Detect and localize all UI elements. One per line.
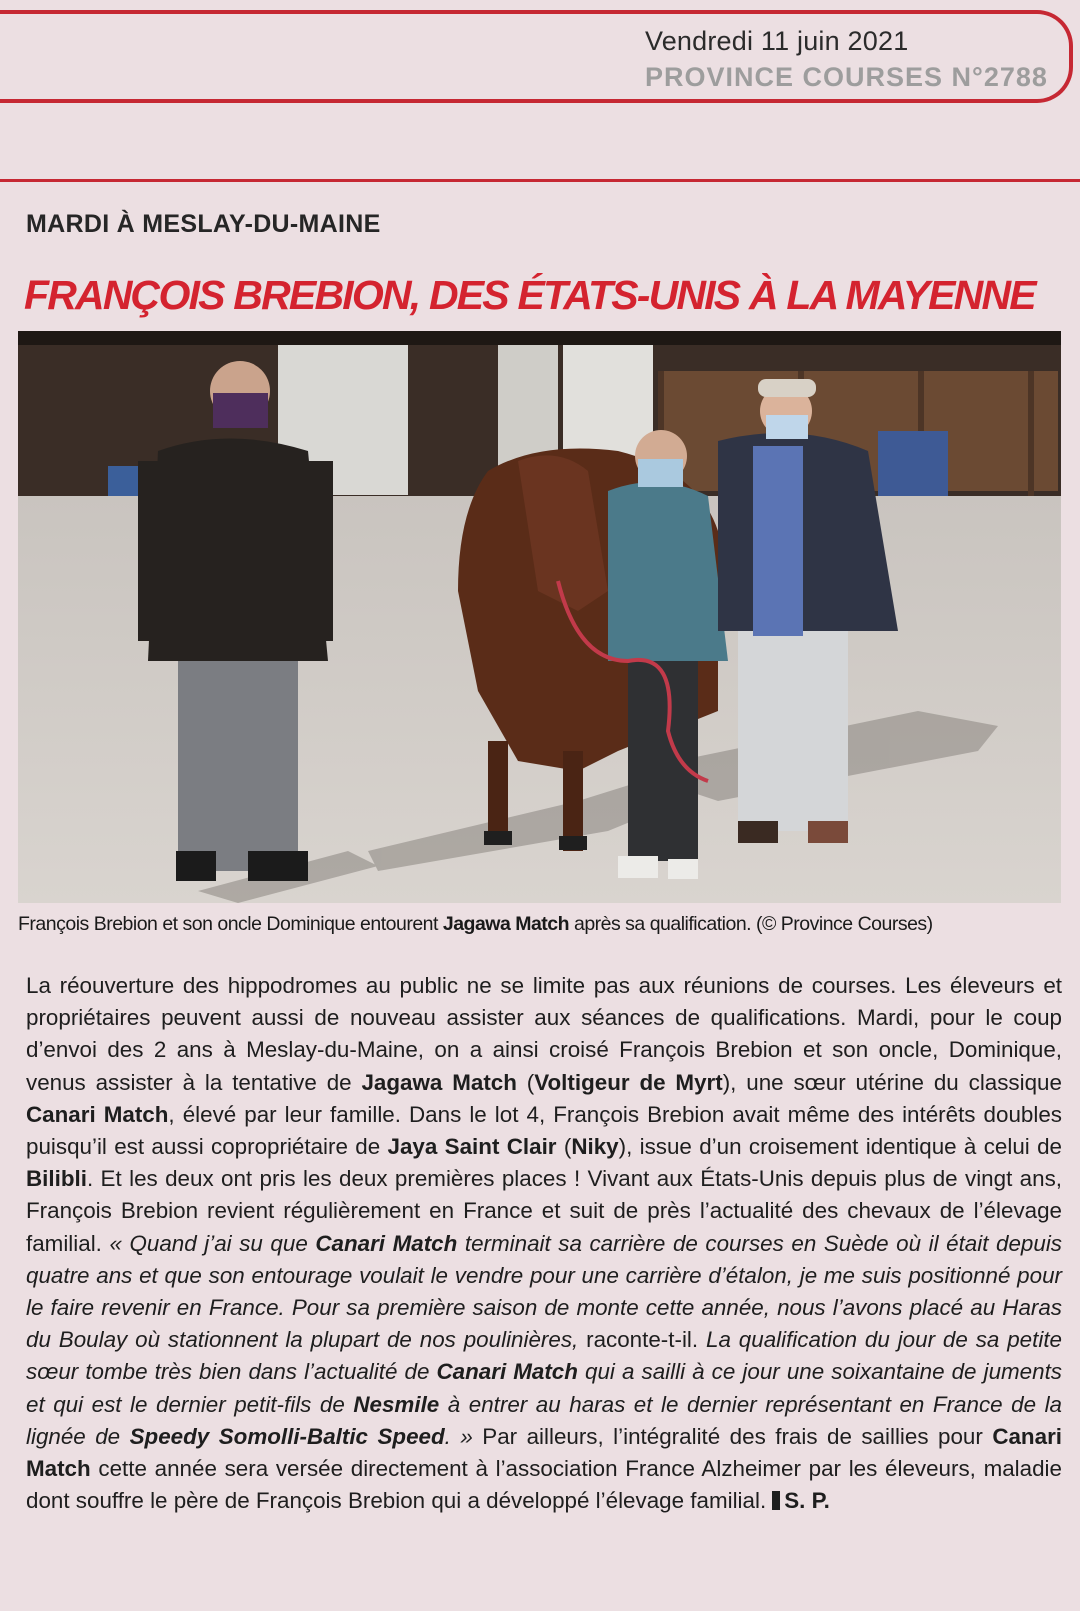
end-of-article-mark: [772, 1491, 780, 1510]
article-photo: [18, 331, 1061, 903]
issue-number: PROVINCE COURSES N°2788: [645, 62, 1048, 92]
author-signature: S. P.: [784, 1488, 830, 1514]
article-kicker: MARDI À MESLAY-DU-MAINE: [26, 210, 381, 238]
issue-date: Vendredi 11 juin 2021: [645, 26, 909, 56]
header-rule: [0, 179, 1080, 182]
photo-caption: François Brebion et son oncle Dominique entourent Jagawa Match après sa qualification. (© Province Courses): [18, 913, 933, 935]
article-headline: FRANÇOIS BREBION, DES ÉTATS-UNIS À LA MAYENNE: [24, 272, 1035, 318]
article-body: La réouverture des hippodromes au public ne se limite pas aux réunions de courses. Les éleveurs et propriétaires peuvent aussi de nouveau assister aux séances de qualifications. Mardi, pour le coup d’envoi des 2 ans à Meslay-du-Maine, on a ainsi croisé François Brebion et son oncle, Dominique, venus assister à la tentative de Jagawa Match (Voltigeur de Myrt), une sœur utérine du classique Canari Match, élevé par leur famille. Dans le lot 4, François Brebion avait même des intérêts doubles puisqu’il est aussi copropriétaire de Jaya Saint Clair (Niky), issue d’un croisement identique à celui de Bilibli. Et les deux ont pris les deux premières places ! Vivant aux États-Unis depuis plus de vingt ans, François Brebion revient régulièrement en France et suit de près l’actualité des chevaux de l’élevage familial. « Quand j’ai su que Canari Match terminait sa carrière de courses en Suède où il était depuis quatre ans et que son entourage voulait le vendre pour une carrière d’étalon, je me suis positionné pour le faire revenir en France. Pour sa première saison de monte cette année, nous l’avons placé au Haras du Boulay où stationnent la plupart de nos poulinières, raconte-t-il. La qualification du jour de sa petite sœur tombe très bien dans l’actualité de Canari Match qui a sailli à ce jour une soixantaine de juments et qui est le dernier petit-fils de Nesmile à entrer au haras et le dernier représentant en France de la lignée de Speedy Somolli-Baltic Speed. » Par ailleurs, l’intégralité des frais de saillies pour Canari Match cette année sera versée directement à l’association France Alzheimer par les éleveurs, maladie dont souffre le père de François Brebion qui a développé l’élevage familial. S. P.: [26, 973, 1062, 1514]
